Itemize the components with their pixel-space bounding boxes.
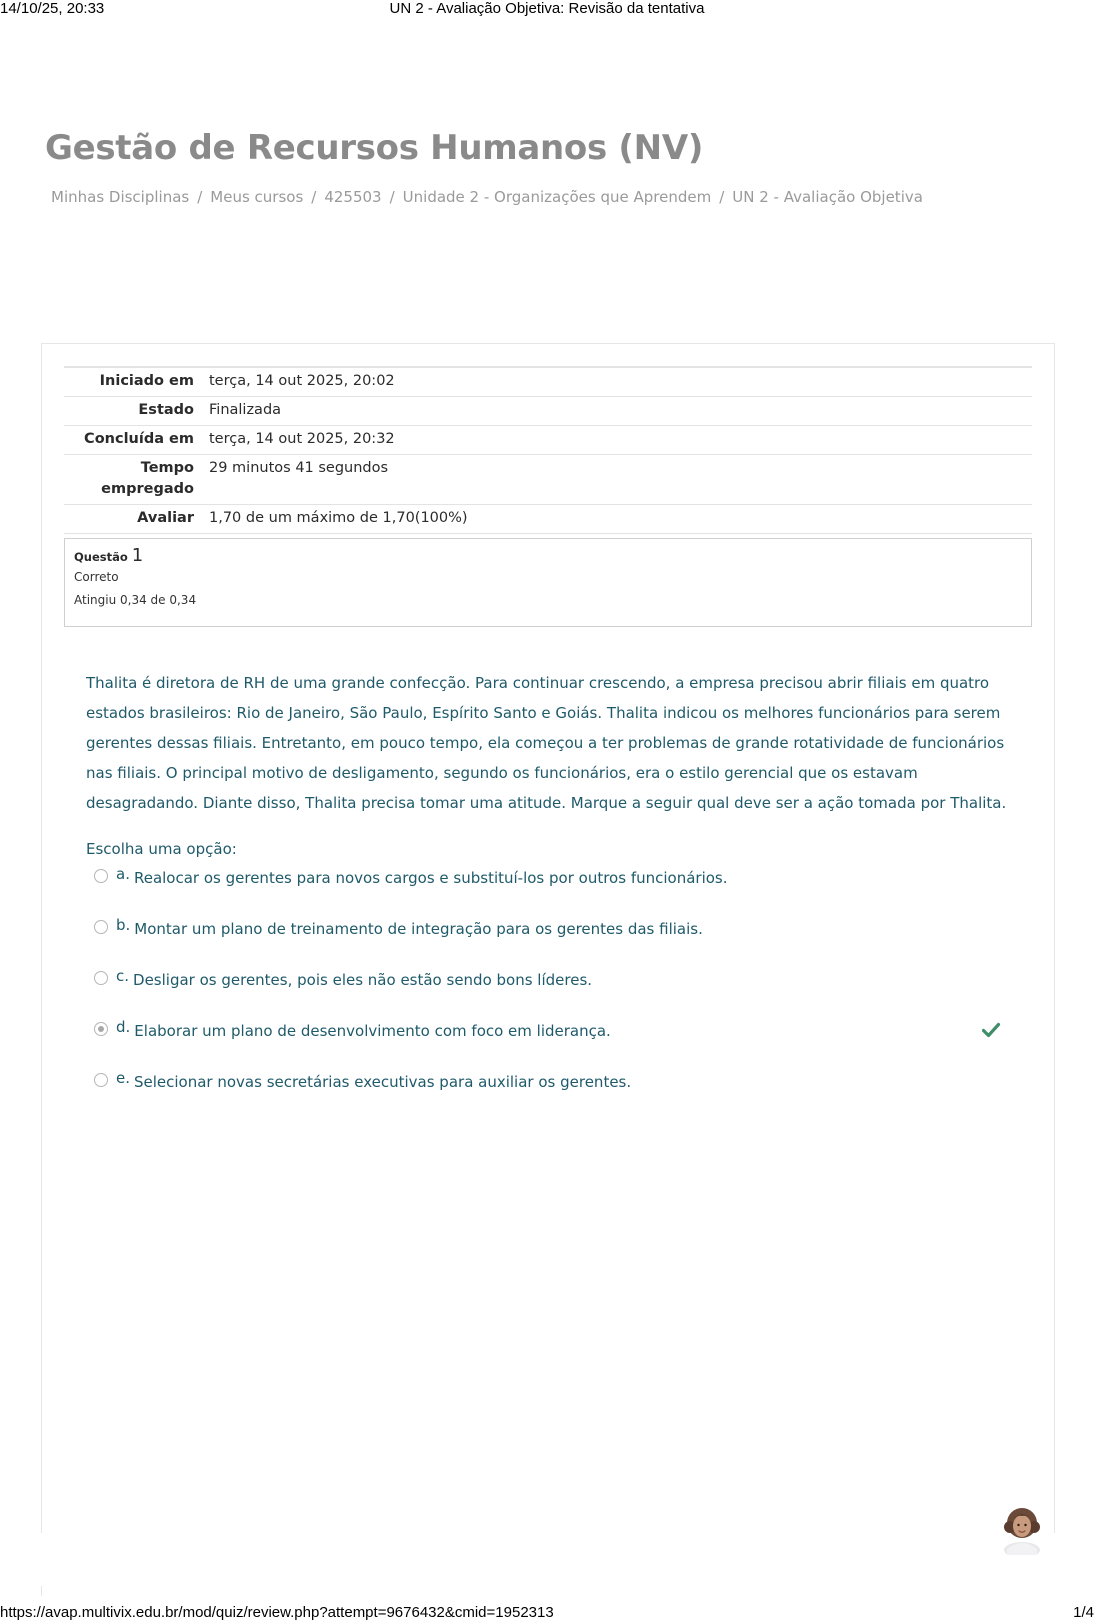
summary-value: 1,70 de um máximo de 1,70(100%) — [209, 510, 468, 526]
answer-option-e[interactable] — [94, 1069, 632, 1091]
summary-row-time-taken — [64, 455, 1032, 505]
question-text: Thalita é diretora de RH de uma grande confecção. Para continuar crescendo, a empresa precisou abrir filiais em quatro estados brasileiros: Rio de Janeiro, São Paulo, Espírito Santo e Goiás. Thalita indicou os melhores funcionários para serem gerentes dessas filiais. Entretanto, em pouco tempo, ela começou a ter problemas de grande rotatividade de funcionários nas filiais. O principal motivo de desligamento, segundo os funcionários, era o estilo gerencial que os estavam desagradando. Diante disso, Thalita precisa tomar uma atitude. Marque a seguir qual deve ser a ação tomada por Thalita. — [86, 674, 1007, 812]
option-text: Montar um plano de treinamento de integração para os gerentes das filiais. — [134, 920, 703, 938]
breadcrumb-item-minhas-disciplinas[interactable]: Minhas Disciplinas — [51, 188, 190, 206]
print-page-number: 1/4 — [1073, 1604, 1094, 1621]
assistant-avatar-icon[interactable] — [1001, 1503, 1043, 1555]
summary-label: Estado — [138, 402, 194, 418]
option-text: Selecionar novas secretárias executivas para auxiliar os gerentes. — [134, 1073, 632, 1091]
answer-option-c[interactable] — [94, 967, 593, 989]
answer-prompt: Escolha uma opção: — [86, 840, 237, 858]
attempt-summary-table — [64, 366, 1032, 534]
summary-value: Finalizada — [209, 402, 282, 418]
summary-value: terça, 14 out 2025, 20:32 — [209, 431, 395, 447]
course-title: Gestão de Recursos Humanos (NV) — [45, 128, 704, 168]
breadcrumb — [51, 188, 923, 206]
option-text: Realocar os gerentes para novos cargos e substituí-los por outros funcionários. — [133, 869, 728, 887]
summary-row-completed — [64, 426, 1032, 455]
radio-button[interactable] — [94, 971, 108, 985]
breadcrumb-separator: / — [311, 188, 317, 206]
summary-label: Avaliar — [137, 510, 194, 526]
summary-label: Concluída em — [84, 431, 194, 447]
print-datetime: 14/10/25, 20:33 — [0, 0, 105, 17]
option-letter: d. — [116, 1018, 131, 1036]
breadcrumb-separator: / — [719, 188, 725, 206]
breadcrumb-separator: / — [389, 188, 395, 206]
radio-button[interactable] — [94, 1073, 108, 1087]
print-page-title: UN 2 - Avaliação Objetiva: Revisão da tentativa — [389, 0, 705, 17]
print-footer — [0, 1604, 1094, 1622]
summary-label: Tempo empregado — [101, 460, 194, 497]
radio-button[interactable] — [94, 920, 108, 934]
card-border-fragment — [41, 1586, 42, 1596]
summary-value: 29 minutos 41 segundos — [209, 460, 389, 476]
option-letter: c. — [116, 967, 130, 985]
question-label: Questão — [74, 550, 128, 564]
option-text: Desligar os gerentes, pois eles não estão sendo bons líderes. — [133, 971, 593, 989]
summary-row-started — [64, 368, 1032, 397]
question-info-box — [64, 538, 1032, 627]
answer-option-d[interactable] — [94, 1018, 611, 1040]
summary-label: Iniciado em — [99, 373, 194, 389]
option-letter: b. — [116, 916, 131, 934]
question-state: Correto — [74, 570, 119, 584]
radio-button[interactable] — [94, 869, 108, 883]
answer-option-b[interactable] — [94, 916, 703, 938]
question-number-value: 1 — [131, 545, 144, 566]
print-header — [0, 0, 1094, 18]
question-grade: Atingiu 0,34 de 0,34 — [74, 593, 197, 607]
question-number — [74, 545, 1022, 566]
answer-option-a[interactable] — [94, 865, 728, 887]
summary-value: terça, 14 out 2025, 20:02 — [209, 373, 395, 389]
breadcrumb-item-course-id[interactable]: 425503 — [324, 188, 382, 206]
summary-row-grade — [64, 505, 1032, 534]
option-letter: e. — [116, 1069, 130, 1087]
breadcrumb-item-unidade[interactable]: Unidade 2 - Organizações que Aprendem — [402, 188, 712, 206]
option-text: Elaborar um plano de desenvolvimento com foco em liderança. — [134, 1022, 611, 1040]
check-icon — [982, 1022, 1000, 1038]
option-letter: a. — [116, 865, 130, 883]
breadcrumb-separator: / — [197, 188, 203, 206]
print-url: https://avap.multivix.edu.br/mod/quiz/review.php?attempt=9676432&cmid=1952313 — [0, 1604, 554, 1621]
breadcrumb-item-avaliacao[interactable]: UN 2 - Avaliação Objetiva — [732, 188, 923, 206]
breadcrumb-item-meus-cursos[interactable]: Meus cursos — [210, 188, 304, 206]
summary-row-state — [64, 397, 1032, 426]
radio-button-selected[interactable] — [94, 1022, 108, 1036]
